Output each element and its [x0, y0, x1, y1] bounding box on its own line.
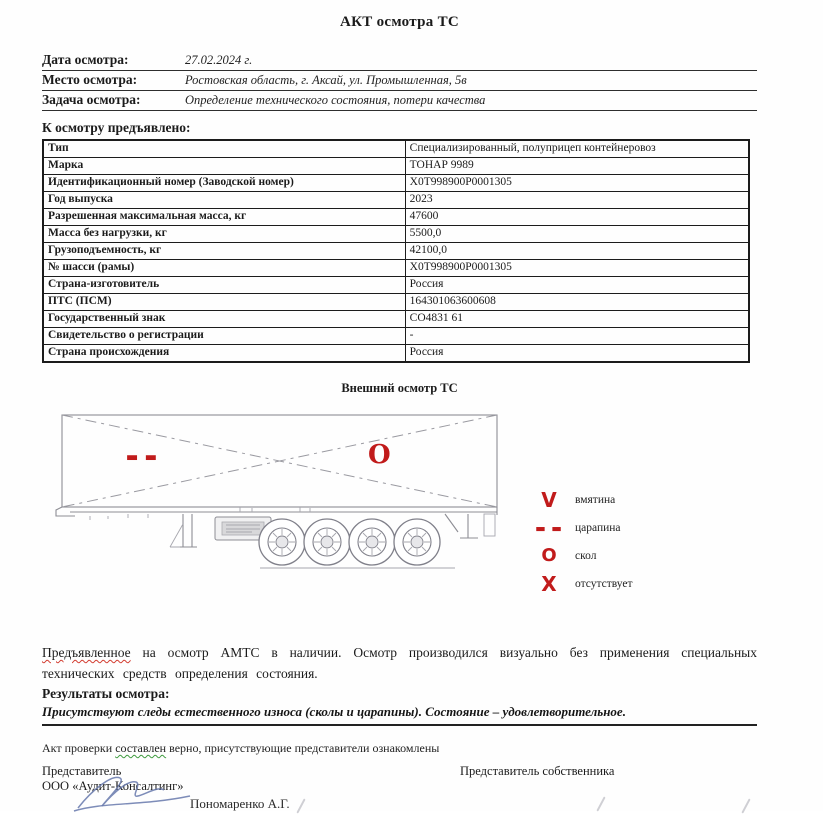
results-heading: Результаты осмотра:: [42, 686, 170, 701]
param-name: Масса без нагрузки, кг: [43, 226, 405, 243]
meta-row-date: [42, 51, 757, 71]
table-row: [43, 158, 749, 175]
meta-label: Место осмотра:: [42, 72, 138, 87]
meta-row-place: [42, 71, 757, 91]
param-name: Марка: [43, 158, 405, 175]
param-name: Страна-изготовитель: [43, 277, 405, 294]
legend-item-missing: [532, 570, 633, 598]
legend-label: царапина: [575, 522, 621, 534]
presence-paragraph: [42, 642, 757, 684]
meta-value: Ростовская область, г. Аксай, ул. Промышленная, 5в: [185, 73, 467, 87]
external-inspection-heading: Внешний осмотр ТС: [341, 381, 458, 395]
chip-symbol-icon: О: [541, 545, 557, 566]
owner-representative-role: Представитель собственника: [460, 764, 615, 778]
presence-paragraph-text: на осмотр АМТС в наличии. Осмотр производился визуально без применения специальных технических средств определения состояния.: [42, 645, 757, 681]
meta-label: Задача осмотра:: [42, 92, 141, 107]
param-value: СО4831 61: [405, 311, 749, 328]
act-confirmation-line: [42, 741, 757, 756]
legend-label: скол: [575, 550, 597, 562]
presented-heading: К осмотру предъявлено:: [42, 120, 191, 135]
spellcheck-flagged-word: составлен: [115, 741, 167, 755]
table-row: [43, 175, 749, 192]
table-row: [43, 192, 749, 209]
page-title: АКТ осмотра ТС: [339, 14, 460, 30]
table-row: [43, 260, 749, 277]
defect-legend: [532, 486, 633, 598]
meta-section: [42, 51, 757, 111]
param-value: 5500,0: [405, 226, 749, 243]
param-value: -: [405, 328, 749, 345]
representative-org: ООО «Аудит-Консалтинг»: [42, 779, 184, 793]
table-row: [43, 209, 749, 226]
legend-item-scratch: [532, 514, 633, 542]
table-row: [43, 277, 749, 294]
missing-symbol-icon: X: [541, 572, 557, 596]
dent-symbol-icon: V: [541, 488, 557, 512]
trailer-diagram: [42, 402, 757, 604]
param-name: Свидетельство о регистрации: [43, 328, 405, 345]
table-row: [43, 345, 749, 363]
table-row: [43, 243, 749, 260]
param-name: Тип: [43, 140, 405, 158]
act-line-part: верно, присутствующие представители ознакомлены: [166, 741, 440, 755]
meta-row-task: [42, 91, 757, 111]
param-value: 164301063600608: [405, 294, 749, 311]
param-value: X0T998900P0001305: [405, 260, 749, 277]
trailer-drawing: [40, 402, 600, 604]
chip-mark: О: [368, 440, 391, 470]
param-value: Россия: [405, 345, 749, 363]
param-value: 2023: [405, 192, 749, 209]
scratch-symbol-icon: ▬ ▬: [535, 521, 563, 535]
param-value: 42100,0: [405, 243, 749, 260]
param-name: № шасси (рамы): [43, 260, 405, 277]
table-row: [43, 294, 749, 311]
table-row: [43, 140, 749, 158]
param-name: Год выпуска: [43, 192, 405, 209]
act-line-part: Акт проверки: [42, 741, 116, 755]
pen-mark: [296, 798, 305, 813]
param-name: ПТС (ПСМ): [43, 294, 405, 311]
param-name: Грузоподъемность, кг: [43, 243, 405, 260]
pen-mark: [741, 798, 750, 813]
param-value: ТОНАР 9989: [405, 158, 749, 175]
spellcheck-flagged-word: Предъявленное: [42, 645, 131, 660]
meta-value: Определение технического состояния, потери качества: [185, 93, 486, 107]
table-row: [43, 311, 749, 328]
table-row: [43, 226, 749, 243]
meta-value: 27.02.2024 г.: [185, 53, 253, 67]
param-name: Страна происхождения: [43, 345, 405, 363]
legend-label: вмятина: [575, 494, 616, 506]
legend-item-chip: [532, 542, 633, 570]
legend-label: отсутствует: [575, 578, 633, 590]
pen-mark: [596, 796, 605, 811]
table-row: [43, 328, 749, 345]
results-text: Присутствуют следы естественного износа (сколы и царапины). Состояние – удовлетворительное.: [42, 704, 757, 726]
param-value: Специализированный, полуприцеп контейнеровоз: [405, 140, 749, 158]
param-name: Идентификационный номер (Заводской номер): [43, 175, 405, 192]
vehicle-details-table: [42, 139, 750, 363]
param-value: X0T998900P0001305: [405, 175, 749, 192]
param-name: Государственный знак: [43, 311, 405, 328]
param-name: Разрешенная максимальная масса, кг: [43, 209, 405, 226]
signer-name: Пономаренко А.Г.: [190, 796, 290, 811]
meta-label: Дата осмотра:: [42, 52, 129, 67]
param-value: Россия: [405, 277, 749, 294]
legend-item-dent: [532, 486, 633, 514]
representative-role: Представитель: [42, 764, 122, 778]
param-value: 47600: [405, 209, 749, 226]
handwritten-signature: [72, 772, 202, 812]
representative-right: [460, 764, 757, 794]
scratch-mark: ▬ ▬: [126, 450, 159, 465]
